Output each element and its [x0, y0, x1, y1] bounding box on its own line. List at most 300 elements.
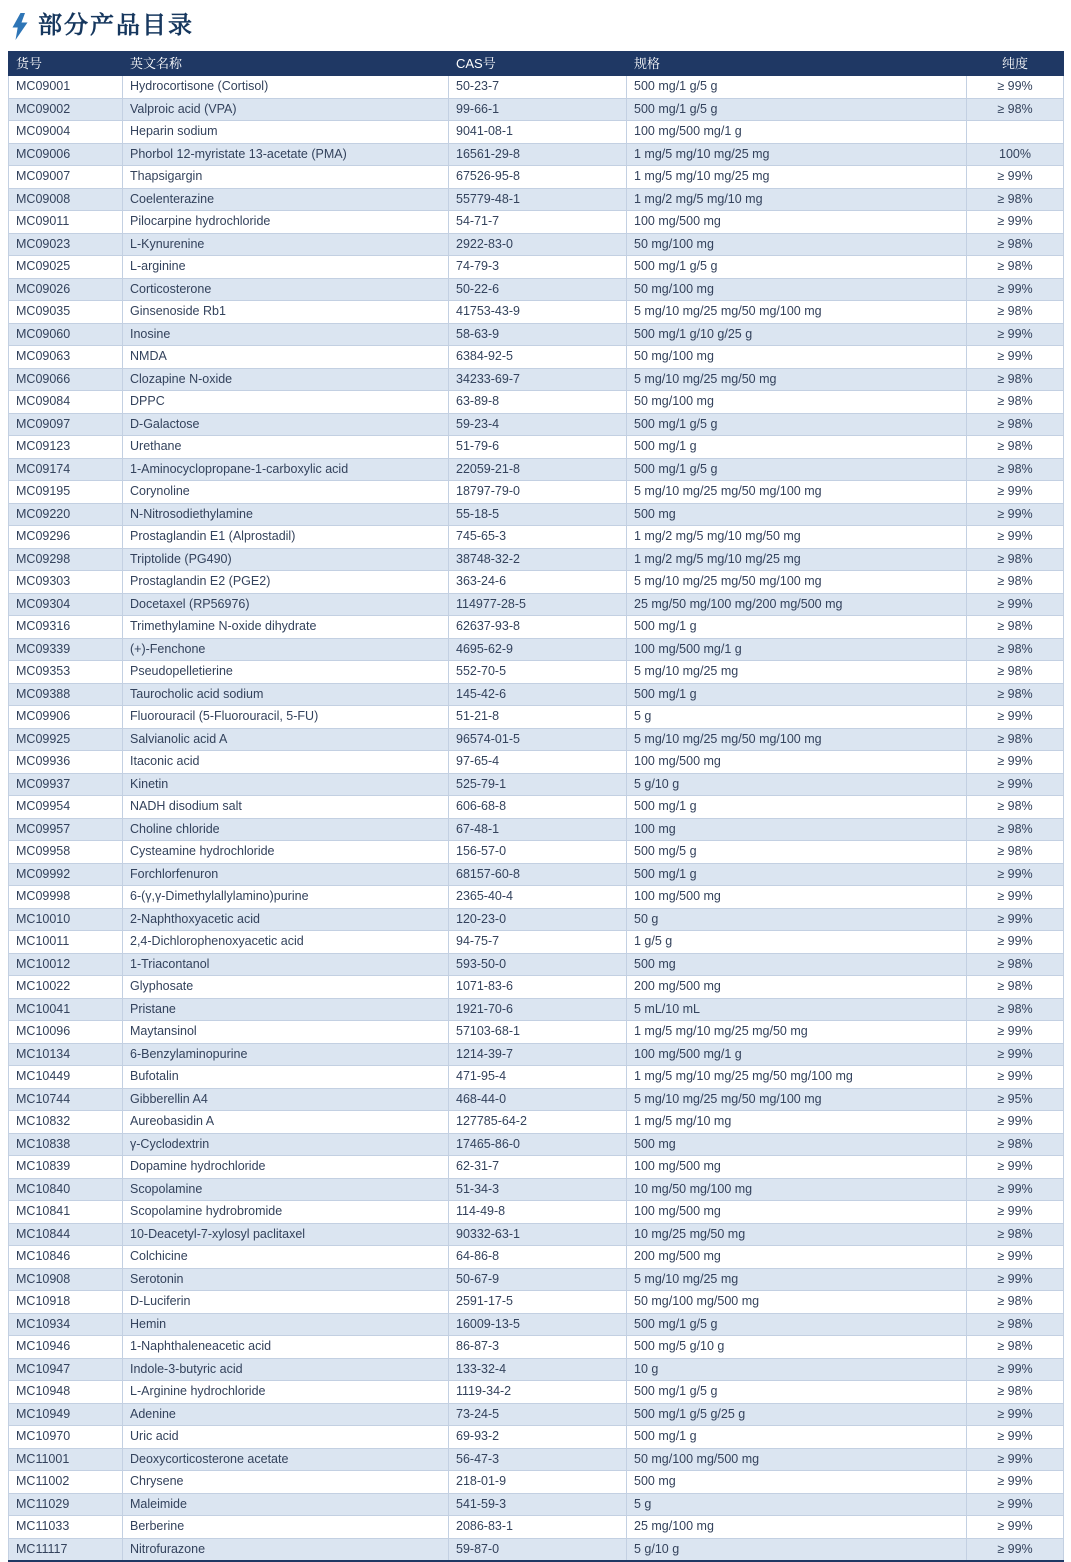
column-header-purity: 纯度 — [967, 52, 1064, 76]
cell-spec: 100 mg/500 mg — [627, 1156, 967, 1179]
cell-cas: 54-71-7 — [449, 211, 627, 234]
cell-purity: ≥ 98% — [967, 391, 1064, 414]
cell-purity: ≥ 99% — [967, 706, 1064, 729]
cell-spec: 10 mg/50 mg/100 mg — [627, 1178, 967, 1201]
cell-purity: ≥ 98% — [967, 413, 1064, 436]
cell-spec: 5 mg/10 mg/25 mg/50 mg — [627, 368, 967, 391]
cell-cas: 606-68-8 — [449, 796, 627, 819]
cell-name: Serotonin — [123, 1268, 449, 1291]
table-row — [9, 818, 1064, 841]
cell-cas: 2086-83-1 — [449, 1516, 627, 1539]
cell-purity: ≥ 99% — [967, 1448, 1064, 1471]
cell-name: Ginsenoside Rb1 — [123, 301, 449, 324]
cell-spec: 1 mg/2 mg/5 mg/10 mg — [627, 188, 967, 211]
cell-name: Aureobasidin A — [123, 1111, 449, 1134]
cell-name: Trimethylamine N-oxide dihydrate — [123, 616, 449, 639]
table-row — [9, 1178, 1064, 1201]
cell-cas: 41753-43-9 — [449, 301, 627, 324]
cell-name: Thapsigargin — [123, 166, 449, 189]
cell-item-no: MC10449 — [9, 1066, 123, 1089]
cell-item-no: MC10908 — [9, 1268, 123, 1291]
cell-name: Hydrocortisone (Cortisol) — [123, 76, 449, 99]
cell-purity: ≥ 99% — [967, 1021, 1064, 1044]
table-row — [9, 1493, 1064, 1516]
cell-cas: 4695-62-9 — [449, 638, 627, 661]
cell-item-no: MC09954 — [9, 796, 123, 819]
cell-item-no: MC10947 — [9, 1358, 123, 1381]
table-row — [9, 1133, 1064, 1156]
cell-spec: 5 mg/10 mg/25 mg/50 mg/100 mg — [627, 301, 967, 324]
table-row — [9, 931, 1064, 954]
cell-purity: ≥ 98% — [967, 98, 1064, 121]
cell-purity: ≥ 98% — [967, 976, 1064, 999]
cell-item-no: MC09936 — [9, 751, 123, 774]
cell-name: Pilocarpine hydrochloride — [123, 211, 449, 234]
cell-purity: ≥ 99% — [967, 1516, 1064, 1539]
cell-name: Forchlorfenuron — [123, 863, 449, 886]
cell-spec: 500 mg/1 g — [627, 1426, 967, 1449]
cell-item-no: MC09063 — [9, 346, 123, 369]
table-row — [9, 1291, 1064, 1314]
table-row — [9, 526, 1064, 549]
cell-spec: 50 mg/100 mg/500 mg — [627, 1448, 967, 1471]
cell-cas: 69-93-2 — [449, 1426, 627, 1449]
table-row — [9, 908, 1064, 931]
cell-cas: 156-57-0 — [449, 841, 627, 864]
cell-item-no: MC09937 — [9, 773, 123, 796]
table-row — [9, 1201, 1064, 1224]
cell-item-no: MC09925 — [9, 728, 123, 751]
cell-item-no: MC09060 — [9, 323, 123, 346]
cell-item-no: MC09008 — [9, 188, 123, 211]
cell-purity: ≥ 99% — [967, 278, 1064, 301]
cell-purity: ≥ 99% — [967, 1426, 1064, 1449]
cell-purity: 100% — [967, 143, 1064, 166]
cell-purity: ≥ 98% — [967, 1291, 1064, 1314]
cell-purity: ≥ 98% — [967, 616, 1064, 639]
cell-spec: 5 mL/10 mL — [627, 998, 967, 1021]
table-row — [9, 638, 1064, 661]
cell-name: Phorbol 12-myristate 13-acetate (PMA) — [123, 143, 449, 166]
cell-cas: 63-89-8 — [449, 391, 627, 414]
cell-spec: 5 g — [627, 1493, 967, 1516]
cell-cas: 218-01-9 — [449, 1471, 627, 1494]
cell-purity: ≥ 98% — [967, 436, 1064, 459]
cell-cas: 62637-93-8 — [449, 616, 627, 639]
cell-name: Inosine — [123, 323, 449, 346]
table-row — [9, 1156, 1064, 1179]
cell-item-no: MC09066 — [9, 368, 123, 391]
cell-name: Scopolamine hydrobromide — [123, 1201, 449, 1224]
cell-item-no: MC09957 — [9, 818, 123, 841]
cell-cas: 745-65-3 — [449, 526, 627, 549]
cell-item-no: MC09220 — [9, 503, 123, 526]
cell-spec: 100 mg/500 mg/1 g — [627, 638, 967, 661]
cell-name: Cysteamine hydrochloride — [123, 841, 449, 864]
cell-name: Prostaglandin E2 (PGE2) — [123, 571, 449, 594]
cell-spec: 500 mg/1 g — [627, 683, 967, 706]
cell-purity: ≥ 98% — [967, 638, 1064, 661]
table-row — [9, 481, 1064, 504]
table-row — [9, 211, 1064, 234]
table-row — [9, 683, 1064, 706]
cell-cas: 58-63-9 — [449, 323, 627, 346]
cell-name: Scopolamine — [123, 1178, 449, 1201]
table-row — [9, 121, 1064, 144]
cell-name: Maytansinol — [123, 1021, 449, 1044]
cell-item-no: MC09195 — [9, 481, 123, 504]
cell-purity: ≥ 99% — [967, 908, 1064, 931]
cell-name: Itaconic acid — [123, 751, 449, 774]
cell-purity: ≥ 99% — [967, 76, 1064, 99]
cell-cas: 2922-83-0 — [449, 233, 627, 256]
cell-cas: 145-42-6 — [449, 683, 627, 706]
cell-item-no: MC10934 — [9, 1313, 123, 1336]
cell-purity — [967, 121, 1064, 144]
cell-item-no: MC11001 — [9, 1448, 123, 1471]
cell-spec: 500 mg/1 g/5 g — [627, 98, 967, 121]
cell-purity: ≥ 98% — [967, 458, 1064, 481]
cell-name: Hemin — [123, 1313, 449, 1336]
table-row — [9, 841, 1064, 864]
cell-cas: 1921-70-6 — [449, 998, 627, 1021]
cell-cas: 127785-64-2 — [449, 1111, 627, 1134]
cell-name: Nitrofurazone — [123, 1538, 449, 1561]
cell-purity: ≥ 98% — [967, 1133, 1064, 1156]
cell-cas: 525-79-1 — [449, 773, 627, 796]
cell-purity: ≥ 98% — [967, 1336, 1064, 1359]
cell-cas: 16561-29-8 — [449, 143, 627, 166]
cell-spec: 100 mg/500 mg/1 g — [627, 1043, 967, 1066]
cell-spec: 50 mg/100 mg — [627, 278, 967, 301]
table-row — [9, 1066, 1064, 1089]
cell-cas: 552-70-5 — [449, 661, 627, 684]
table-row — [9, 1403, 1064, 1426]
cell-purity: ≥ 99% — [967, 1201, 1064, 1224]
cell-name: DPPC — [123, 391, 449, 414]
table-row — [9, 1336, 1064, 1359]
cell-purity: ≥ 99% — [967, 211, 1064, 234]
cell-name: Fluorouracil (5-Fluorouracil, 5-FU) — [123, 706, 449, 729]
cell-spec: 50 mg/100 mg — [627, 233, 967, 256]
cell-name: Berberine — [123, 1516, 449, 1539]
cell-cas: 50-22-6 — [449, 278, 627, 301]
cell-spec: 500 mg — [627, 953, 967, 976]
lightning-icon — [10, 13, 29, 40]
cell-name: NMDA — [123, 346, 449, 369]
cell-item-no: MC09006 — [9, 143, 123, 166]
cell-spec: 1 mg/5 mg/10 mg/25 mg — [627, 143, 967, 166]
cell-name: L-Arginine hydrochloride — [123, 1381, 449, 1404]
cell-name: 1-Aminocyclopropane-1-carboxylic acid — [123, 458, 449, 481]
table-row — [9, 391, 1064, 414]
cell-cas: 2365-40-4 — [449, 886, 627, 909]
cell-spec: 1 mg/5 mg/10 mg/25 mg — [627, 166, 967, 189]
cell-item-no: MC09025 — [9, 256, 123, 279]
cell-cas: 38748-32-2 — [449, 548, 627, 571]
cell-cas: 56-47-3 — [449, 1448, 627, 1471]
cell-item-no: MC09992 — [9, 863, 123, 886]
table-row — [9, 863, 1064, 886]
cell-spec: 50 g — [627, 908, 967, 931]
cell-cas: 114977-28-5 — [449, 593, 627, 616]
cell-cas: 468-44-0 — [449, 1088, 627, 1111]
cell-spec: 200 mg/500 mg — [627, 976, 967, 999]
cell-name: Urethane — [123, 436, 449, 459]
cell-cas: 1214-39-7 — [449, 1043, 627, 1066]
table-row — [9, 1471, 1064, 1494]
column-header-cas: CAS号 — [449, 52, 627, 76]
cell-cas: 67526-95-8 — [449, 166, 627, 189]
cell-cas: 94-75-7 — [449, 931, 627, 954]
cell-purity: ≥ 98% — [967, 661, 1064, 684]
cell-name: Bufotalin — [123, 1066, 449, 1089]
cell-purity: ≥ 99% — [967, 1043, 1064, 1066]
cell-name: Gibberellin A4 — [123, 1088, 449, 1111]
cell-cas: 363-24-6 — [449, 571, 627, 594]
cell-name: L-Kynurenine — [123, 233, 449, 256]
cell-spec: 500 mg/1 g/5 g — [627, 1313, 967, 1336]
cell-item-no: MC09958 — [9, 841, 123, 864]
cell-cas: 51-21-8 — [449, 706, 627, 729]
cell-purity: ≥ 99% — [967, 323, 1064, 346]
cell-item-no: MC09388 — [9, 683, 123, 706]
cell-spec: 1 mg/5 mg/10 mg — [627, 1111, 967, 1134]
cell-name: Triptolide (PG490) — [123, 548, 449, 571]
cell-item-no: MC10022 — [9, 976, 123, 999]
table-row — [9, 76, 1064, 99]
table-row — [9, 616, 1064, 639]
table-row — [9, 593, 1064, 616]
cell-spec: 5 mg/10 mg/25 mg — [627, 1268, 967, 1291]
cell-item-no: MC10832 — [9, 1111, 123, 1134]
table-row — [9, 503, 1064, 526]
table-row — [9, 233, 1064, 256]
cell-spec: 5 mg/10 mg/25 mg/50 mg/100 mg — [627, 571, 967, 594]
column-header-name: 英文名称 — [123, 52, 449, 76]
cell-spec: 500 mg/1 g/5 g — [627, 76, 967, 99]
cell-name: D-Galactose — [123, 413, 449, 436]
cell-item-no: MC09023 — [9, 233, 123, 256]
cell-name: Pseudopelletierine — [123, 661, 449, 684]
cell-spec: 10 mg/25 mg/50 mg — [627, 1223, 967, 1246]
cell-spec: 500 mg/1 g — [627, 863, 967, 886]
cell-purity: ≥ 99% — [967, 863, 1064, 886]
table-row — [9, 98, 1064, 121]
cell-item-no: MC10096 — [9, 1021, 123, 1044]
cell-name: Uric acid — [123, 1426, 449, 1449]
cell-item-no: MC09002 — [9, 98, 123, 121]
cell-spec: 500 mg/1 g — [627, 616, 967, 639]
cell-purity: ≥ 99% — [967, 1268, 1064, 1291]
cell-name: NADH disodium salt — [123, 796, 449, 819]
cell-spec: 500 mg/1 g/10 g/25 g — [627, 323, 967, 346]
cell-name: Choline chloride — [123, 818, 449, 841]
cell-item-no: MC09298 — [9, 548, 123, 571]
table-row — [9, 1426, 1064, 1449]
cell-spec: 500 mg/1 g/5 g — [627, 1381, 967, 1404]
cell-cas: 73-24-5 — [449, 1403, 627, 1426]
cell-cas: 55779-48-1 — [449, 188, 627, 211]
cell-spec: 1 mg/2 mg/5 mg/10 mg/50 mg — [627, 526, 967, 549]
cell-cas: 120-23-0 — [449, 908, 627, 931]
cell-spec: 50 mg/100 mg — [627, 346, 967, 369]
cell-name: Corynoline — [123, 481, 449, 504]
cell-purity: ≥ 98% — [967, 1381, 1064, 1404]
cell-name: Dopamine hydrochloride — [123, 1156, 449, 1179]
cell-item-no: MC10134 — [9, 1043, 123, 1066]
cell-name: Valproic acid (VPA) — [123, 98, 449, 121]
cell-item-no: MC11117 — [9, 1538, 123, 1561]
cell-cas: 34233-69-7 — [449, 368, 627, 391]
page-header — [10, 7, 1063, 45]
cell-spec: 100 mg — [627, 818, 967, 841]
cell-purity: ≥ 98% — [967, 548, 1064, 571]
cell-cas: 17465-86-0 — [449, 1133, 627, 1156]
cell-purity: ≥ 99% — [967, 773, 1064, 796]
table-row — [9, 256, 1064, 279]
cell-item-no: MC09303 — [9, 571, 123, 594]
table-row — [9, 571, 1064, 594]
cell-item-no: MC09304 — [9, 593, 123, 616]
cell-purity: ≥ 99% — [967, 346, 1064, 369]
cell-cas: 51-34-3 — [449, 1178, 627, 1201]
cell-purity: ≥ 98% — [967, 1223, 1064, 1246]
cell-item-no: MC11033 — [9, 1516, 123, 1539]
cell-cas: 67-48-1 — [449, 818, 627, 841]
cell-spec: 1 g/5 g — [627, 931, 967, 954]
table-row — [9, 1448, 1064, 1471]
cell-spec: 25 mg/50 mg/100 mg/200 mg/500 mg — [627, 593, 967, 616]
cell-spec: 5 mg/10 mg/25 mg/50 mg/100 mg — [627, 481, 967, 504]
cell-name: 6-(γ,γ-Dimethylallylamino)purine — [123, 886, 449, 909]
cell-item-no: MC11029 — [9, 1493, 123, 1516]
cell-spec: 1 mg/5 mg/10 mg/25 mg/50 mg/100 mg — [627, 1066, 967, 1089]
cell-item-no: MC11002 — [9, 1471, 123, 1494]
cell-spec: 1 mg/2 mg/5 mg/10 mg/25 mg — [627, 548, 967, 571]
table-row — [9, 458, 1064, 481]
cell-spec: 10 g — [627, 1358, 967, 1381]
cell-item-no: MC10948 — [9, 1381, 123, 1404]
cell-purity: ≥ 98% — [967, 818, 1064, 841]
cell-purity: ≥ 98% — [967, 1313, 1064, 1336]
table-row — [9, 413, 1064, 436]
cell-spec: 500 mg/1 g/5 g — [627, 256, 967, 279]
cell-cas: 114-49-8 — [449, 1201, 627, 1224]
cell-spec: 500 mg — [627, 1471, 967, 1494]
cell-spec: 25 mg/100 mg — [627, 1516, 967, 1539]
cell-spec: 100 mg/500 mg — [627, 886, 967, 909]
table-header — [9, 52, 1064, 76]
cell-name: 2,4-Dichlorophenoxyacetic acid — [123, 931, 449, 954]
table-row — [9, 188, 1064, 211]
cell-name: N-Nitrosodiethylamine — [123, 503, 449, 526]
table-row — [9, 323, 1064, 346]
cell-purity: ≥ 98% — [967, 953, 1064, 976]
table-row — [9, 166, 1064, 189]
cell-name: D-Luciferin — [123, 1291, 449, 1314]
cell-purity: ≥ 99% — [967, 503, 1064, 526]
table-row — [9, 548, 1064, 571]
cell-item-no: MC09296 — [9, 526, 123, 549]
cell-cas: 62-31-7 — [449, 1156, 627, 1179]
table-row — [9, 436, 1064, 459]
cell-purity: ≥ 99% — [967, 1178, 1064, 1201]
cell-cas: 90332-63-1 — [449, 1223, 627, 1246]
table-header-row — [9, 52, 1064, 76]
table-row — [9, 1223, 1064, 1246]
cell-spec: 5 mg/10 mg/25 mg — [627, 661, 967, 684]
cell-item-no: MC09035 — [9, 301, 123, 324]
cell-name: Deoxycorticosterone acetate — [123, 1448, 449, 1471]
cell-cas: 99-66-1 — [449, 98, 627, 121]
cell-spec: 5 mg/10 mg/25 mg/50 mg/100 mg — [627, 728, 967, 751]
cell-item-no: MC09316 — [9, 616, 123, 639]
cell-name: 2-Naphthoxyacetic acid — [123, 908, 449, 931]
cell-cas: 471-95-4 — [449, 1066, 627, 1089]
cell-item-no: MC10840 — [9, 1178, 123, 1201]
table-row — [9, 1111, 1064, 1134]
table-row — [9, 1313, 1064, 1336]
cell-purity: ≥ 99% — [967, 593, 1064, 616]
cell-name: (+)-Fenchone — [123, 638, 449, 661]
cell-item-no: MC09001 — [9, 76, 123, 99]
cell-purity: ≥ 99% — [967, 1358, 1064, 1381]
column-header-spec: 规格 — [627, 52, 967, 76]
cell-purity: ≥ 98% — [967, 683, 1064, 706]
product-table-body — [9, 76, 1064, 1562]
cell-name: Coelenterazine — [123, 188, 449, 211]
cell-item-no: MC09906 — [9, 706, 123, 729]
cell-cas: 68157-60-8 — [449, 863, 627, 886]
cell-cas: 57103-68-1 — [449, 1021, 627, 1044]
cell-item-no: MC09339 — [9, 638, 123, 661]
cell-item-no: MC10846 — [9, 1246, 123, 1269]
cell-purity: ≥ 99% — [967, 1246, 1064, 1269]
table-row — [9, 953, 1064, 976]
cell-item-no: MC09026 — [9, 278, 123, 301]
cell-purity: ≥ 99% — [967, 166, 1064, 189]
cell-purity: ≥ 99% — [967, 1538, 1064, 1561]
cell-spec: 50 mg/100 mg — [627, 391, 967, 414]
cell-name: 10-Deacetyl-7-xylosyl paclitaxel — [123, 1223, 449, 1246]
cell-purity: ≥ 98% — [967, 368, 1064, 391]
table-row — [9, 368, 1064, 391]
cell-purity: ≥ 98% — [967, 233, 1064, 256]
cell-spec: 500 mg/1 g/5 g/25 g — [627, 1403, 967, 1426]
cell-spec: 200 mg/500 mg — [627, 1246, 967, 1269]
cell-spec: 500 mg/1 g/5 g — [627, 458, 967, 481]
cell-cas: 97-65-4 — [449, 751, 627, 774]
cell-name: Kinetin — [123, 773, 449, 796]
cell-purity: ≥ 99% — [967, 751, 1064, 774]
cell-cas: 50-67-9 — [449, 1268, 627, 1291]
cell-item-no: MC09097 — [9, 413, 123, 436]
cell-spec: 500 mg/5 g/10 g — [627, 1336, 967, 1359]
cell-spec: 500 mg/1 g/5 g — [627, 413, 967, 436]
cell-purity: ≥ 98% — [967, 188, 1064, 211]
cell-purity: ≥ 99% — [967, 526, 1064, 549]
table-row — [9, 728, 1064, 751]
cell-spec: 500 mg/5 g — [627, 841, 967, 864]
cell-cas: 2591-17-5 — [449, 1291, 627, 1314]
table-row — [9, 346, 1064, 369]
cell-purity: ≥ 98% — [967, 998, 1064, 1021]
cell-cas: 16009-13-5 — [449, 1313, 627, 1336]
table-row — [9, 1246, 1064, 1269]
cell-purity: ≥ 99% — [967, 1493, 1064, 1516]
table-row — [9, 661, 1064, 684]
